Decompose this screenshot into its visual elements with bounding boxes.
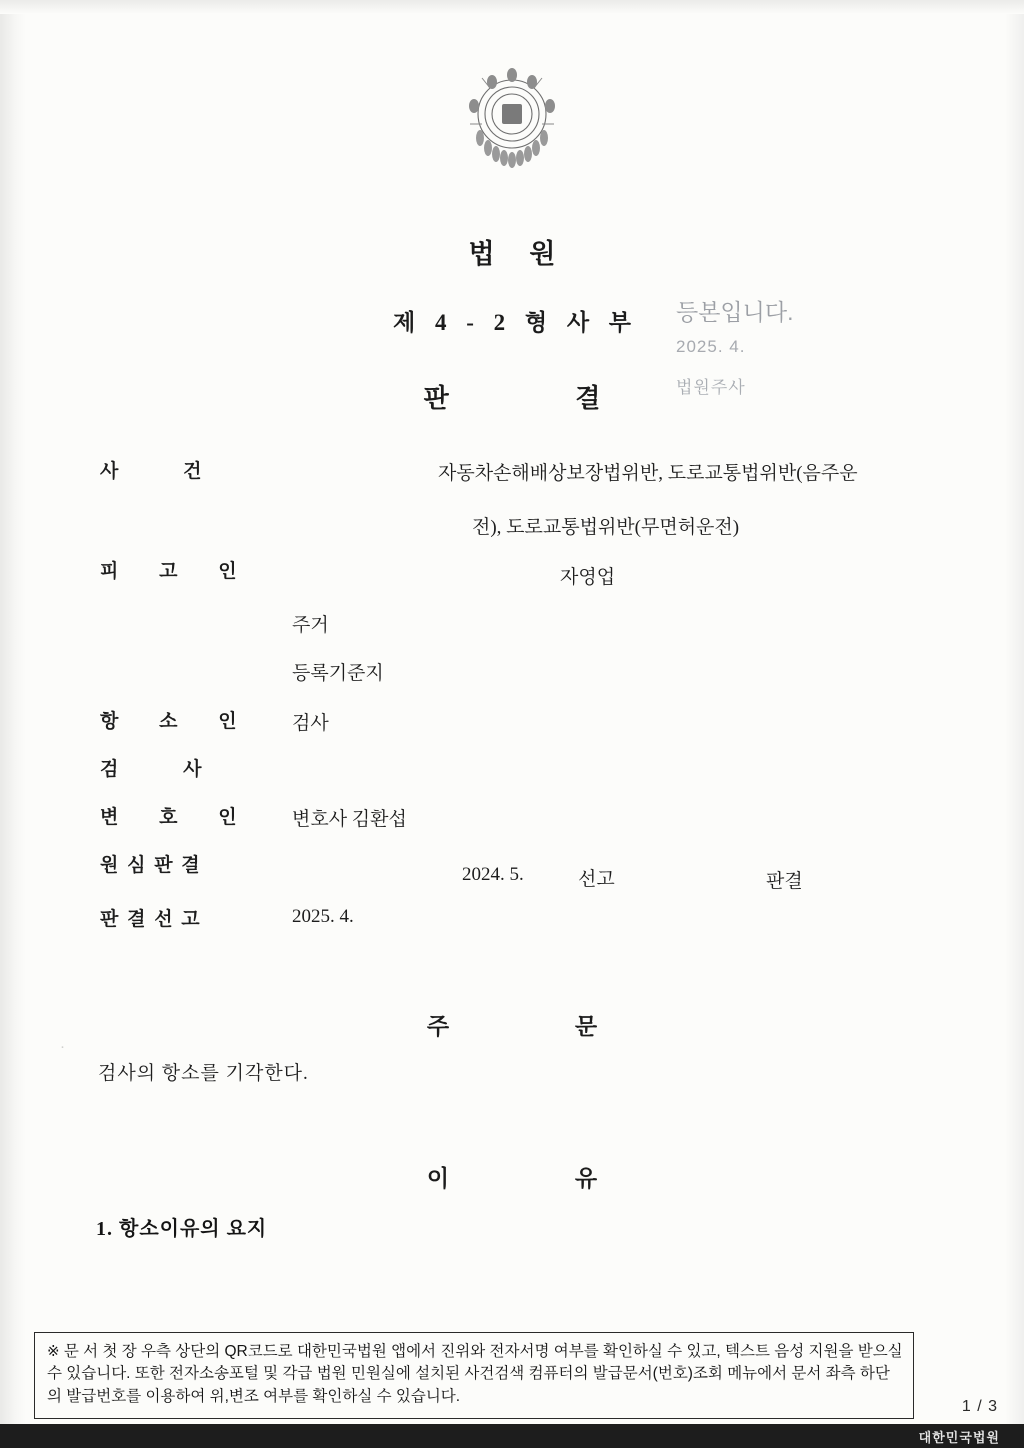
field-value-original-judgment-date: 2024. 5. [462,864,524,885]
field-value-defendant: 자영업 [560,567,616,588]
field-label-original-judgment: 원 심 판 결 [100,855,202,876]
field-value-case-line2: 전), 도로교통법위반(무면허운전) [472,517,740,538]
field-value-residence: 주거 [292,615,329,636]
issuance-number-cropped [46,1414,52,1421]
scan-edge-left [0,0,26,1448]
field-label-judgment-date: 판 결 선 고 [100,909,202,930]
notice-mark-icon: ※ [47,1343,60,1360]
section-heading-reason: 이 유 [426,1166,658,1191]
court-division: 제 4 - 2 형 사 부 [392,310,639,335]
field-label-case: 사 건 [100,461,232,482]
verification-notice-box [34,1332,914,1419]
scan-artifact: · [60,1040,65,1056]
field-label-appellant: 항 소 인 [100,711,255,732]
scan-edge-top [0,0,1024,14]
order-text: 검사의 항소를 기각한다. [98,1063,309,1084]
field-label-defendant: 피 고 인 [100,561,255,582]
stamp-line-1: 등본입니다. [676,299,794,325]
footer-brand-label: 대한민국법원 [918,1430,1000,1445]
stamp-line-2: 2025. 4. [676,337,746,356]
court-name: 법 원 [468,239,570,269]
footer-bar [0,1424,1024,1448]
field-value-case-line1: 자동차손해배상보장법위반, 도로교통법위반(음주운 [438,463,858,484]
document-type-title: 판 결 [423,384,661,413]
court-emblem-icon [462,62,562,174]
field-value-registry-base: 등록기준지 [292,663,384,684]
field-value-attorney: 변호사 김환섭 [292,809,407,830]
certification-stamp [676,294,793,398]
field-value-appellant: 검사 [292,713,329,734]
field-value-original-judgment-type: 판결 [766,871,803,892]
page-number: 1 / 3 [961,1398,998,1415]
reason-item-1-heading: 1. 항소이유의 요지 [96,1218,268,1240]
stamp-line-3: 법원주사 [676,378,746,397]
notice-text: 문 서 첫 장 우측 상단의 QR코드로 대한민국법원 앱에서 진위와 전자서명 여부를 확인하실 수 있고, 텍스트 음성 지원을 받으실 수 있습니다. 또한 전자소송포털 및 각급 법원 민원실에 설치된 사건검색 컴퓨터의 발급문서(번호)조회 메뉴에서 문서 좌측 하단의 발급번호를 이용하여 위,변조 여부를 확인하실 수 있습니다. [47,1343,903,1405]
section-heading-order: 주 문 [426,1014,658,1039]
scan-edge-right [1006,0,1024,1448]
field-value-original-judgment-sentenced: 선고 [578,869,615,890]
field-label-prosecutor: 검 사 [100,759,232,780]
field-value-judgment-date: 2025. 4. [292,906,354,927]
field-label-attorney: 변 호 인 [100,807,255,828]
